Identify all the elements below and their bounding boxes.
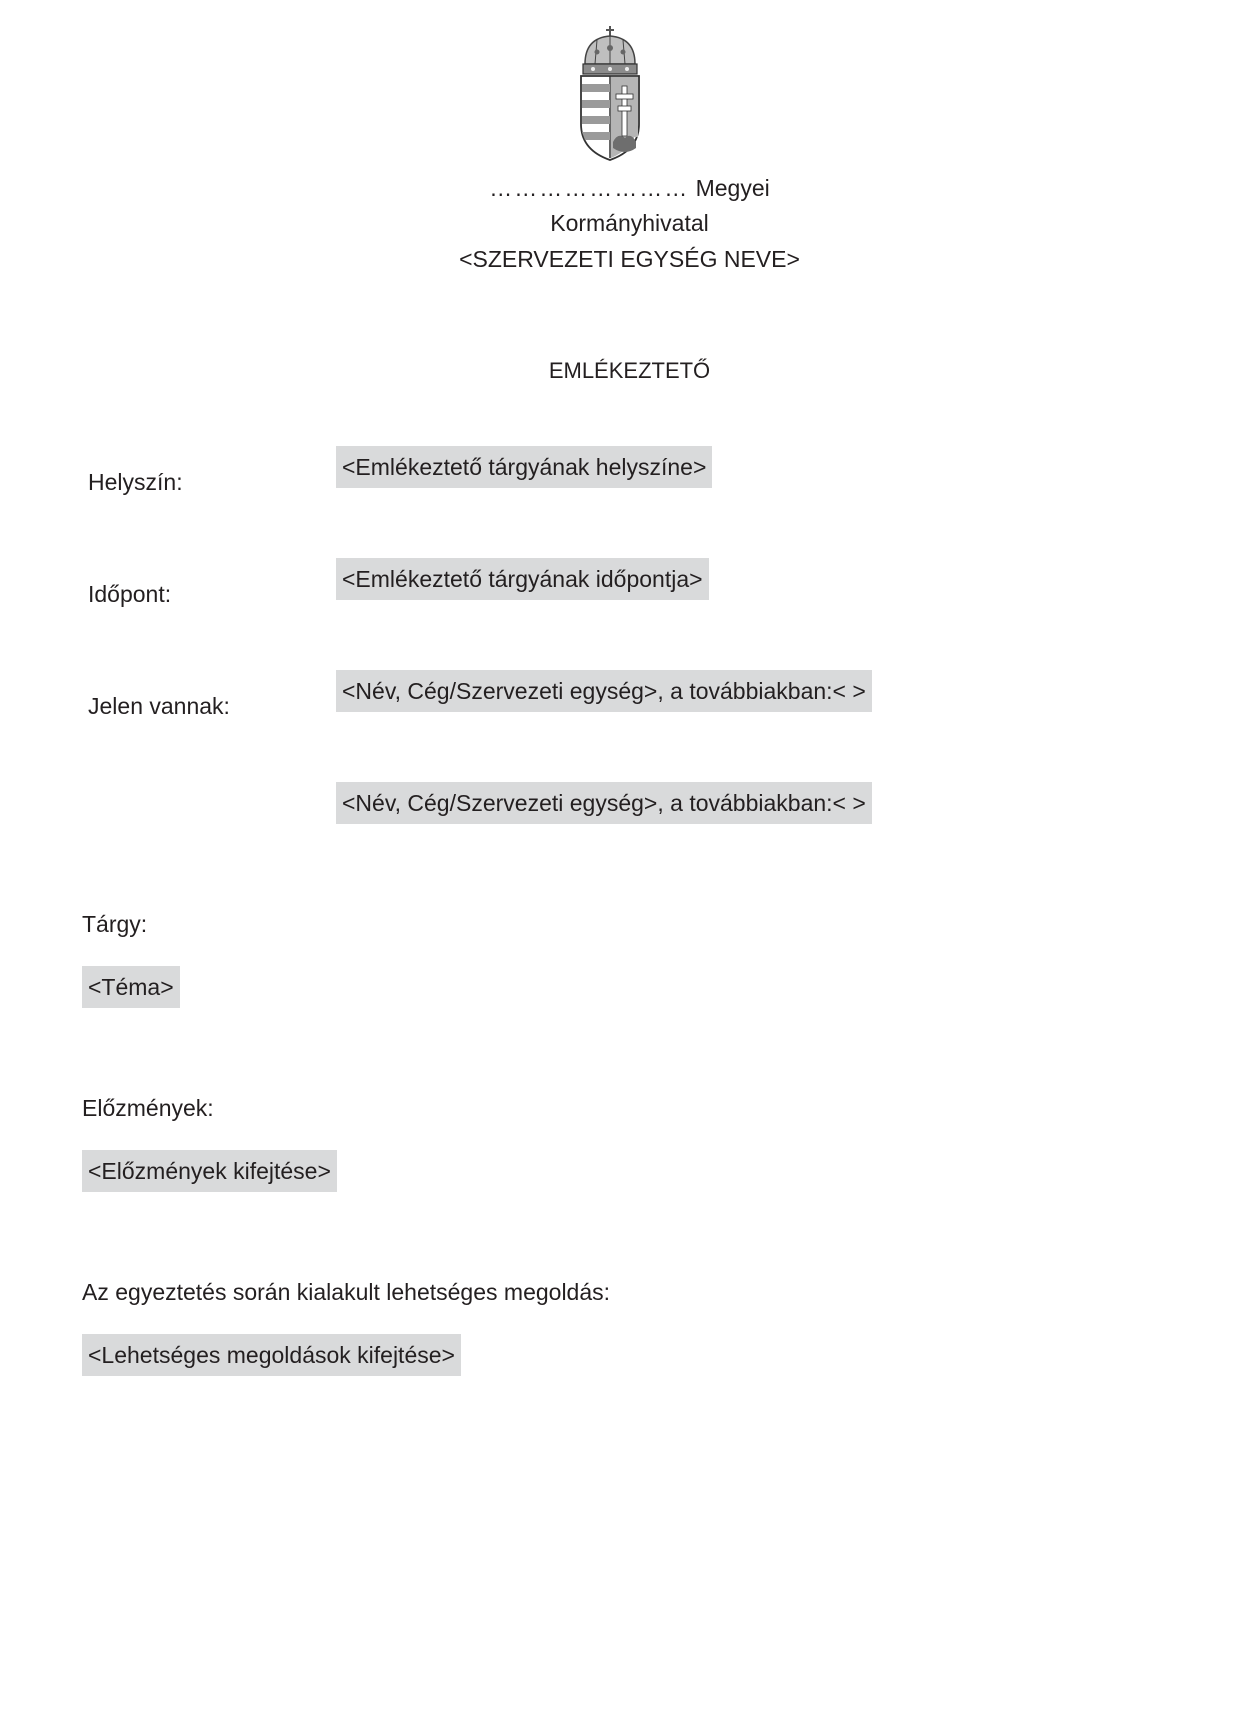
subject-field[interactable]: <Téma> — [82, 966, 180, 1008]
solution-field[interactable]: <Lehetséges megoldások kifejtése> — [82, 1334, 461, 1376]
county-name-blank: …………………… — [489, 175, 690, 201]
time-field[interactable]: <Emlékeztető tárgyának időpontja> — [336, 558, 709, 600]
hungarian-coat-of-arms-icon — [573, 24, 647, 162]
county-office-line — [0, 173, 1259, 203]
location-field[interactable]: <Emlékeztető tárgyának helyszíne> — [336, 446, 712, 488]
time-label: Időpont: — [88, 581, 172, 607]
unit-name-placeholder: <SZERVEZETI EGYSÉG NEVE> — [459, 246, 800, 272]
county-suffix: Megyei — [695, 175, 770, 201]
subject-label: Tárgy: — [82, 911, 148, 937]
background-label: Előzmények: — [82, 1095, 214, 1121]
location-label: Helyszín: — [88, 469, 183, 495]
attendees-label: Jelen vannak: — [88, 693, 230, 719]
solution-label: Az egyeztetés során kialakult lehetséges megoldás: — [82, 1279, 611, 1305]
attendee-field[interactable]: <Név, Cég/Szervezeti egység>, a továbbiakban:< > — [336, 782, 872, 824]
attendee-field[interactable]: <Név, Cég/Szervezeti egység>, a továbbiakban:< > — [336, 670, 872, 712]
office-name: Kormányhivatal — [550, 210, 709, 236]
document-title: EMLÉKEZTETŐ — [548, 358, 711, 383]
background-field[interactable]: <Előzmények kifejtése> — [82, 1150, 337, 1192]
